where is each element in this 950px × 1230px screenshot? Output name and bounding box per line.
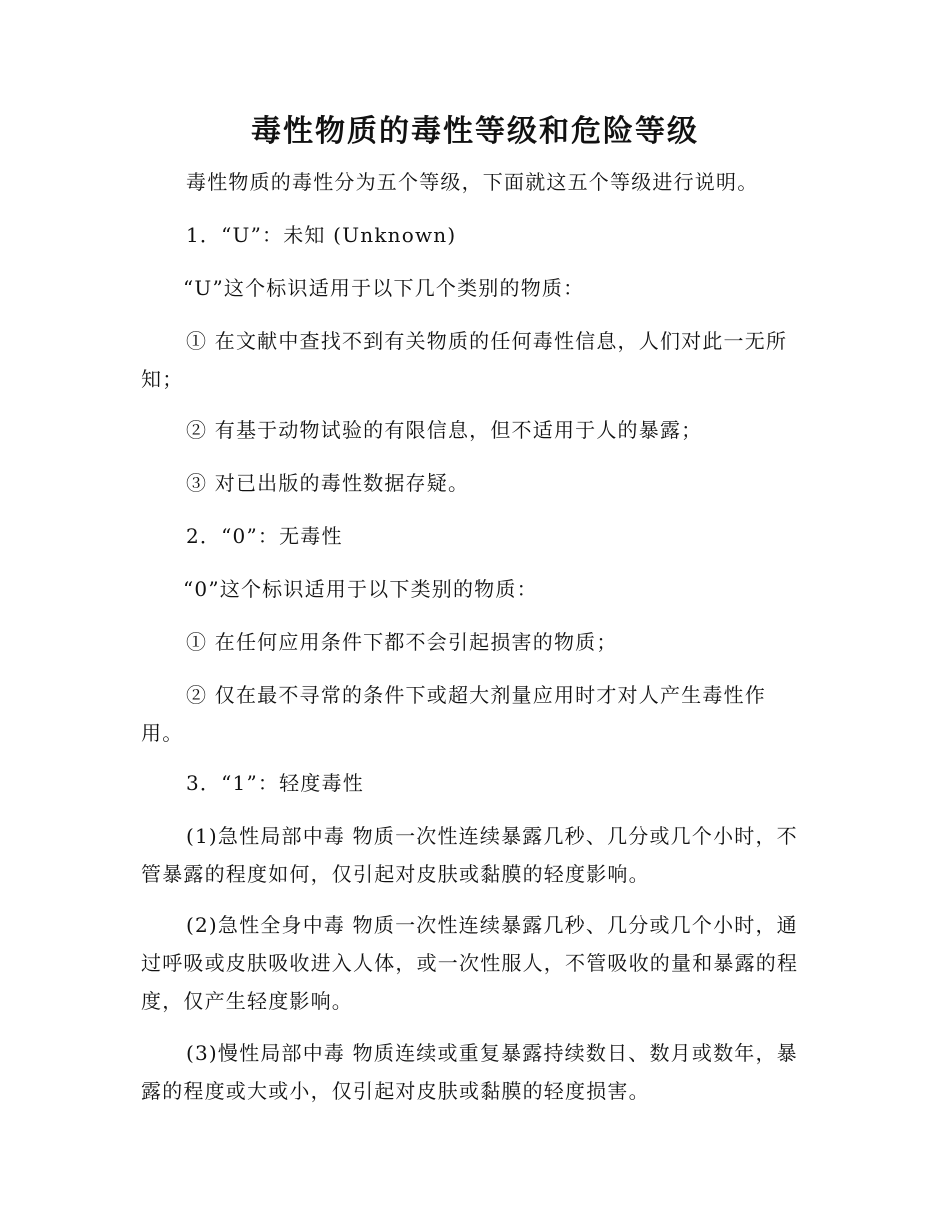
list-item-u-2: ② 有基于动物试验的有限信息，但不适用于人的暴露；: [186, 418, 703, 442]
paragraph-acute-local: (1)急性局部中毒 物质一次性连续暴露几秒、几分或几个小时，不管暴露的程度如何，仅引起对皮肤或黏膜的轻度影响。: [141, 824, 798, 886]
paragraph-chronic-local: (3)慢性局部中毒 物质连续或重复暴露持续数日、数月或数年，暴露的程度或大或小，仅引起对皮肤或黏膜的轻度损害。: [141, 1041, 798, 1103]
list-item-u-1: ① 在文献中查找不到有关物质的任何毒性信息，人们对此一无所知；: [141, 329, 788, 391]
list-item-0-2: ② 仅在最不寻常的条件下或超大剂量应用时才对人产生毒性作用。: [141, 683, 766, 745]
section-heading-1: 3．“1”：轻度毒性: [186, 771, 364, 795]
paragraph-0-intro: “0”这个标识适用于以下类别的物质：: [183, 577, 538, 601]
list-item-u-3: ③ 对已出版的毒性数据存疑。: [186, 471, 470, 495]
paragraph-acute-systemic: (2)急性全身中毒 物质一次性连续暴露几秒、几分或几个小时，通过呼吸或皮肤吸收进入人体，或一次性服人，不管吸收的量和暴露的程度，仅产生轻度影响。: [141, 913, 799, 1013]
list-item-0-1: ① 在任何应用条件下都不会引起损害的物质；: [186, 630, 618, 654]
page-title: 毒性物质的毒性等级和危险等级: [251, 114, 699, 149]
section-heading-0: 2．“0”：无毒性: [186, 524, 343, 548]
intro-paragraph: 毒性物质的毒性分为五个等级，下面就这五个等级进行说明。: [186, 170, 759, 194]
section-heading-u: 1．“U”：未知 (Unknown): [186, 223, 457, 247]
paragraph-u-intro: “U”这个标识适用于以下几个类别的物质：: [183, 276, 585, 300]
